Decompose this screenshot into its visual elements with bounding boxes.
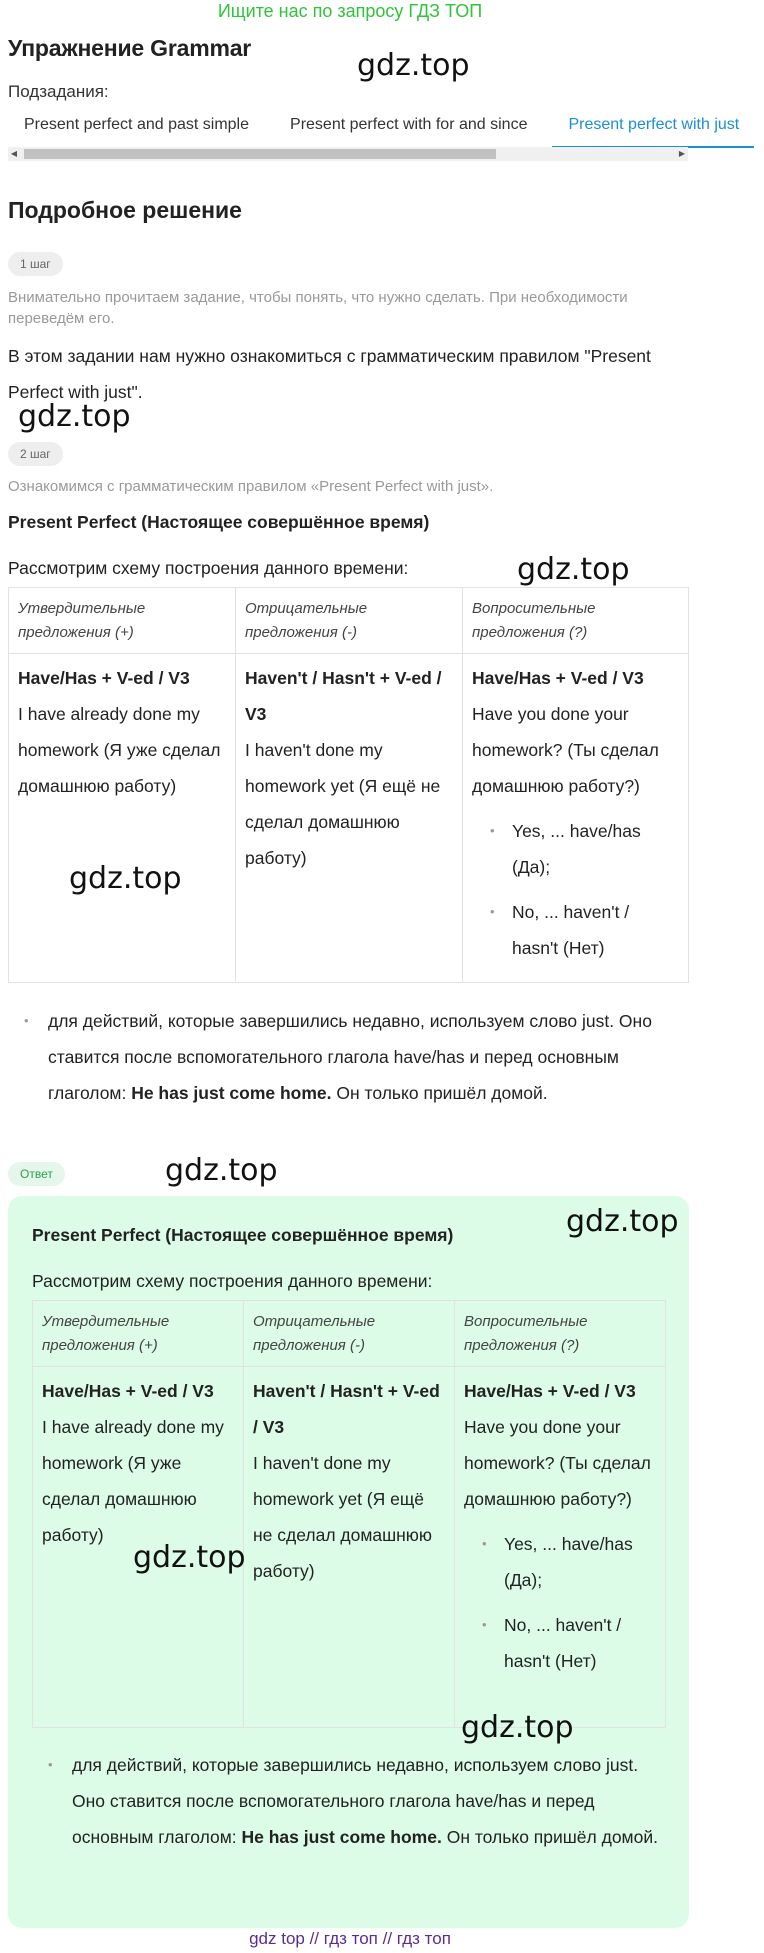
example-question: Have you done your homework? (Ты сделал домашнюю работу?) (472, 704, 659, 796)
note-translation: Он только пришёл домой. (331, 1083, 548, 1103)
formula-affirmative: Have/Has + V-ed / V3 (42, 1381, 214, 1401)
answer-badge: Ответ (8, 1162, 65, 1186)
bullet-icon: • (48, 1757, 53, 1772)
rule-heading: Present Perfect (Настоящее совершённое время) (8, 512, 430, 532)
list-item: • No, ... haven't / hasn't (Нет) (464, 1607, 656, 1679)
scroll-left-icon[interactable]: ◀ (10, 149, 18, 158)
formula-negative: Haven't / Hasn't + V-ed / V3 (245, 668, 442, 724)
watermark: gdz.top (517, 552, 630, 587)
example-affirmative: I have already done my homework (Я уже сделал домашнюю работу) (42, 1417, 224, 1545)
watermark: gdz.top (357, 48, 470, 83)
tab-present-perfect-past-simple[interactable]: Present perfect and past simple (24, 116, 250, 133)
cell-negative (236, 654, 463, 983)
step-1-hint: Внимательно прочитаем задание, чтобы понять, что нужно сделать. При необходимости переведём его. (8, 289, 628, 327)
note-example: He has just come home. (241, 1827, 442, 1847)
formula-negative: Haven't / Hasn't + V-ed / V3 (253, 1381, 440, 1437)
step-2-badge: 2 шаг (8, 442, 63, 466)
cell-question (455, 1367, 666, 1728)
rule-intro: Рассмотрим схему построения данного времени: (8, 558, 409, 578)
watermark: gdz.top (461, 1710, 574, 1745)
rule-table (8, 587, 689, 983)
formula-question: Have/Has + V-ed / V3 (472, 668, 644, 688)
note-text: для действий, которые завершились недавно, используем слово just. Оно ставится после вспомогательного глагола have/has и перед основным глаголом: (72, 1755, 639, 1847)
tab-present-perfect-for-since[interactable]: Present perfect with for and since (290, 116, 528, 133)
answer-list (472, 813, 679, 966)
top-banner: Ищите нас по запросу ГДЗ ТОП (217, 1, 483, 21)
watermark: gdz.top (18, 399, 131, 434)
answer-rule-table (32, 1300, 666, 1728)
rule-note (8, 1003, 688, 1111)
step-1-text: В этом задании нам нужно ознакомиться с грамматическим правилом "Present Perfect with just". (8, 346, 651, 402)
answer-rule-intro: Рассмотрим схему построения данного времени: (32, 1271, 433, 1291)
header-affirmative: Утвердительные предложения (+) (9, 588, 236, 654)
answer-rule-heading: Present Perfect (Настоящее совершённое время) (32, 1225, 454, 1245)
watermark: gdz.top (566, 1204, 679, 1239)
note-example: He has just come home. (131, 1083, 332, 1103)
subtasks-label: Подзадания: (8, 82, 109, 101)
list-item: • No, ... haven't / hasn't (Нет) (472, 894, 679, 966)
example-negative: I haven't done my homework yet (Я ещё не сделал домашнюю работу) (253, 1453, 433, 1581)
subtask-tabs (8, 110, 740, 148)
formula-question: Have/Has + V-ed / V3 (464, 1381, 636, 1401)
formula-affirmative: Have/Has + V-ed / V3 (18, 668, 190, 688)
cell-negative (244, 1367, 455, 1728)
answer-list (464, 1526, 656, 1679)
scrollbar-thumb[interactable] (24, 149, 496, 159)
step-1-badge: 1 шаг (8, 252, 63, 276)
header-negative: Отрицательные предложения (-) (236, 588, 463, 654)
answer-box (8, 1196, 689, 1928)
note-text: для действий, которые завершились недавно, используем слово just. Оно ставится после вспомогательного глагола have/has и перед основным глаголом: (48, 1011, 652, 1103)
solution-title: Подробное решение (8, 197, 242, 223)
header-negative: Отрицательные предложения (-) (244, 1301, 455, 1367)
bullet-icon: • (24, 1013, 29, 1028)
tabs-scrollbar[interactable] (8, 147, 688, 161)
cell-affirmative (9, 654, 236, 983)
example-negative: I haven't done my homework yet (Я ещё не сделал домашнюю работу) (245, 740, 441, 868)
list-item: • Yes, ... have/has (Да); (464, 1526, 656, 1598)
watermark: gdz.top (165, 1153, 278, 1188)
watermark: gdz.top (69, 861, 182, 896)
tab-present-perfect-just[interactable]: Present perfect with just (552, 110, 754, 148)
answer-rule-note (32, 1747, 664, 1855)
header-affirmative: Утвердительные предложения (+) (33, 1301, 244, 1367)
scroll-right-icon[interactable]: ▶ (678, 149, 686, 158)
footer-links[interactable]: gdz top // гдз топ // гдз топ (249, 1929, 451, 1948)
example-question: Have you done your homework? (Ты сделал домашнюю работу?) (464, 1417, 651, 1509)
step-2-hint: Ознакомимся с грамматическим правилом «Present Perfect with just». (8, 478, 494, 495)
note-translation: Он только пришёл домой. (441, 1827, 658, 1847)
cell-question (463, 654, 689, 983)
example-affirmative: I have already done my homework (Я уже сделал домашнюю работу) (18, 704, 221, 796)
header-question: Вопросительные предложения (?) (463, 588, 689, 654)
exercise-title: Упражнение Grammar (8, 35, 252, 61)
watermark: gdz.top (133, 1540, 246, 1575)
header-question: Вопросительные предложения (?) (455, 1301, 666, 1367)
list-item: • Yes, ... have/has (Да); (472, 813, 679, 885)
